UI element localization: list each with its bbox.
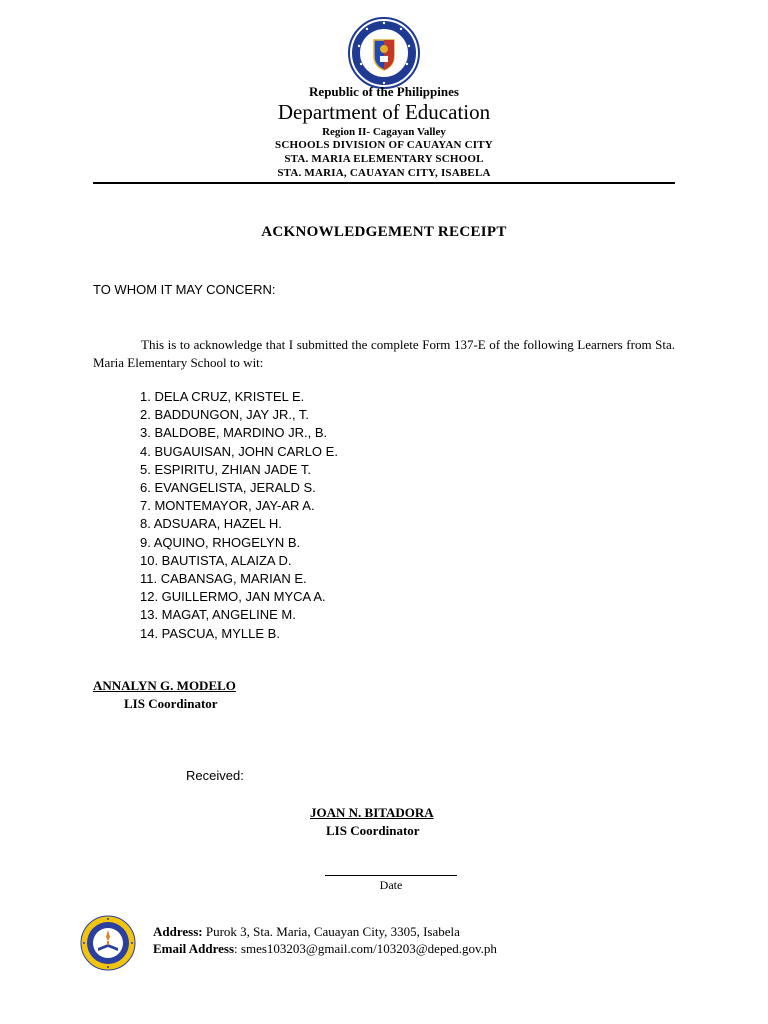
footer-email [153, 941, 497, 957]
list-item: 3. BALDOBE, MARDINO JR., B. [140, 425, 328, 441]
document-title: ACKNOWLEDGEMENT RECEIPT [261, 224, 507, 240]
body-paragraph: This is to acknowledge that I submitted the complete Form 137-E of the following Learners from Sta. Maria Elementary School to wit: [93, 337, 675, 370]
list-item: 7. MONTEMAYOR, JAY-AR A. [140, 498, 315, 514]
footer-email-label: Email Address [153, 941, 235, 956]
receiver-title: LIS Coordinator [326, 823, 420, 838]
list-item: 8. ADSUARA, HAZEL H. [140, 516, 282, 532]
receiver-name: JOAN N. BITADORA [310, 805, 434, 820]
footer-email-value: : smes103203@gmail.com/103203@deped.gov.ph [234, 941, 497, 956]
list-item: 13. MAGAT, ANGELINE M. [140, 607, 296, 623]
deped-seal-icon [347, 16, 421, 90]
list-item: 4. BUGAUISAN, JOHN CARLO E. [140, 443, 338, 459]
submitter-name: ANNALYN G. MODELO [93, 678, 236, 693]
list-item: 12. GUILLERMO, JAN MYCA A. [140, 589, 326, 605]
list-item: 1. DELA CRUZ, KRISTEL E. [140, 389, 305, 404]
header-divider [93, 182, 675, 184]
learner-list [140, 388, 338, 643]
received-label: Received: [186, 768, 244, 783]
school-heading: STA. MARIA ELEMENTARY SCHOOL [284, 153, 484, 165]
footer-address-value: Purok 3, Sta. Maria, Cauayan City, 3305, Isabela [202, 924, 460, 939]
region-heading: Region II- Cagayan Valley [322, 126, 446, 138]
list-item: 14. PASCUA, MYLLE B. [140, 625, 280, 641]
department-heading: Department of Education [277, 100, 491, 124]
list-item: 10. BAUTISTA, ALAIZA D. [140, 552, 292, 568]
salutation: TO WHOM IT MAY CONCERN: [93, 282, 276, 297]
school-address-heading: STA. MARIA, CAUAYAN CITY, ISABELA [277, 167, 491, 179]
list-item: 6. EVANGELISTA, JERALD S. [140, 480, 316, 496]
division-heading: SCHOOLS DIVISION OF CAUAYAN CITY [275, 139, 493, 151]
submitter-title: LIS Coordinator [124, 696, 218, 711]
republic-heading: Republic of the Philippines [309, 84, 459, 99]
school-logo-icon [80, 915, 136, 971]
list-item: 11. CABANSAG, MARIAN E. [140, 571, 307, 587]
footer-address [153, 924, 460, 940]
date-signature-line [325, 875, 457, 876]
list-item: 5. ESPIRITU, ZHIAN JADE T. [140, 461, 311, 477]
list-item: 2. BADDUNGON, JAY JR., T. [140, 407, 310, 423]
footer-address-label: Address: [153, 924, 203, 939]
date-label: Date [379, 878, 403, 892]
list-item: 9. AQUINO, RHOGELYN B. [140, 534, 301, 550]
